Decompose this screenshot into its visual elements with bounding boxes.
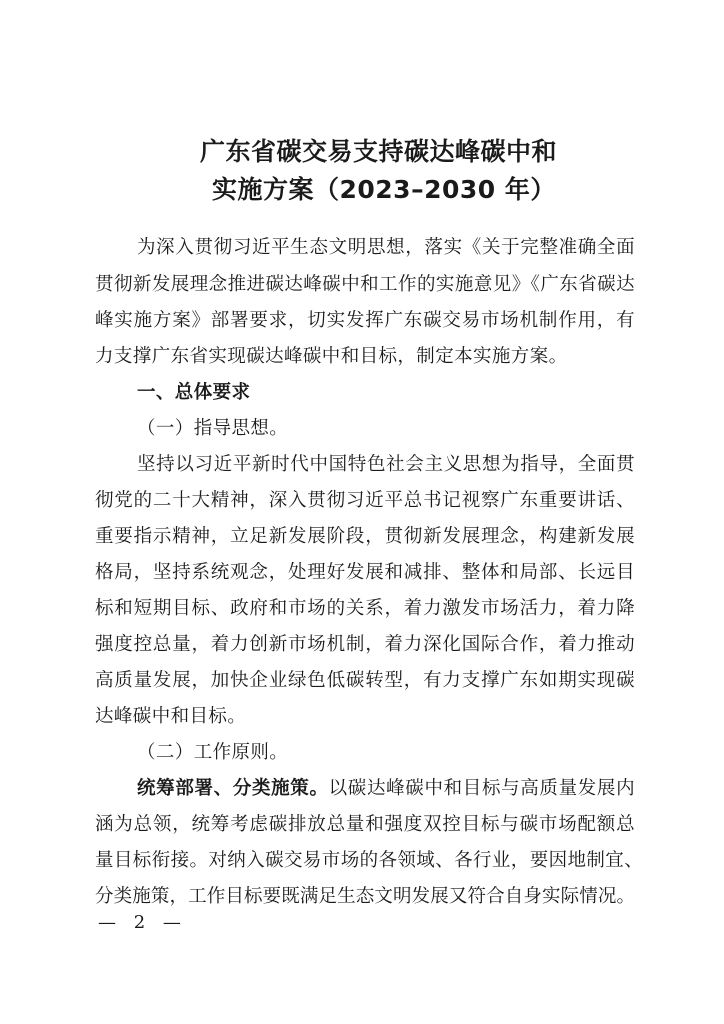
guiding-paragraph-line: 重要指示精神，立足新发展阶段，贯彻新发展理念，构建新发展	[95, 526, 635, 547]
guiding-paragraph-line: 格局，坚持系统观念，处理好发展和减排、整体和局部、长远目	[95, 562, 635, 583]
guiding-paragraph-line: 彻党的二十大精神，深入贯彻习近平总书记视察广东重要讲话、	[95, 490, 635, 511]
intro-paragraph-line: 峰实施方案》部署要求，切实发挥广东碳交易市场机制作用，有	[95, 310, 635, 331]
guiding-paragraph-line: 标和短期目标、政府和市场的关系，着力激发市场活力，着力降	[95, 598, 635, 619]
principle-paragraph-line: 量目标衔接。对纳入碳交易市场的各领域、各行业，要因地制宜、	[95, 850, 644, 871]
guiding-paragraph-line: 达峰碳中和目标。	[95, 706, 247, 727]
guiding-paragraph-line: 坚持以习近平新时代中国特色社会主义思想为指导，全面贯	[137, 454, 635, 475]
document-title-line-2: 实施方案（2023–2030 年）	[212, 175, 556, 204]
principle-bold-lead: 统筹部署、分类施策。	[137, 778, 329, 799]
guiding-paragraph-line: 强度控总量，着力创新市场机制，着力深化国际合作，着力推动	[95, 634, 635, 655]
intro-paragraph-line: 为深入贯彻习近平生态文明思想，落实《关于完整准确全面	[137, 237, 635, 258]
principle-first-line-rest: 以碳达峰碳中和目标与高质量发展内	[328, 778, 635, 799]
principle-paragraph-line: 分类施策，工作目标要既满足生态文明发展又符合自身实际情况。	[95, 886, 635, 907]
subsection-heading-work-principles: （二）工作原则。	[137, 742, 289, 763]
page-number: — 2 —	[98, 912, 187, 933]
principle-paragraph-line: 涵为总领，统筹考虑碳排放总量和强度双控目标与碳市场配额总	[95, 814, 635, 835]
guiding-paragraph-line: 高质量发展，加快企业绿色低碳转型，有力支撑广东如期实现碳	[95, 670, 635, 691]
intro-paragraph-line: 贯彻新发展理念推进碳达峰碳中和工作的实施意见》《广东省碳达	[95, 274, 635, 295]
document-title-line-1: 广东省碳交易支持碳达峰碳中和	[200, 137, 558, 166]
principle-paragraph-first-line	[137, 777, 635, 801]
section-heading-general-requirements: 一、总体要求	[137, 382, 251, 403]
intro-paragraph-line: 力支撑广东省实现碳达峰碳中和目标，制定本实施方案。	[95, 346, 568, 367]
subsection-heading-guiding-thought: （一）指导思想。	[137, 418, 289, 439]
